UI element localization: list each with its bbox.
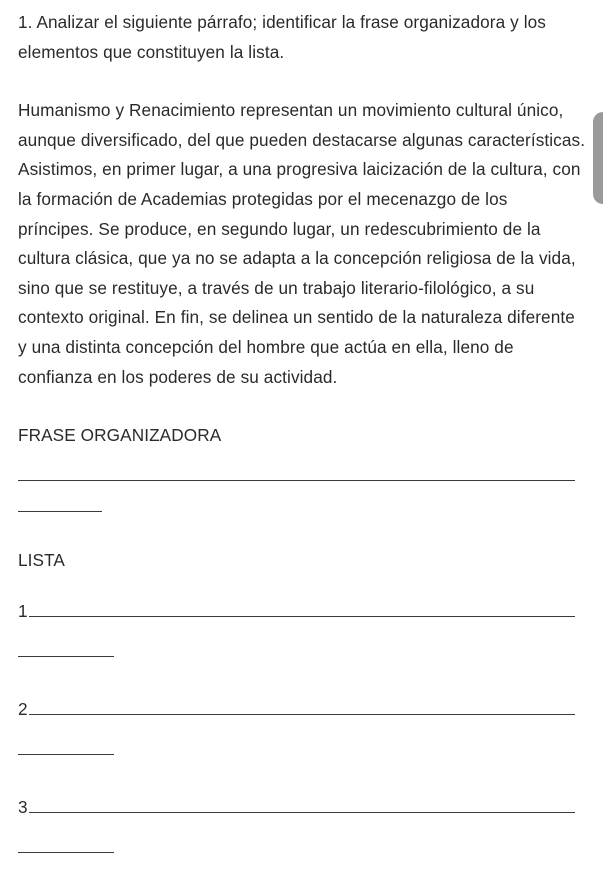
list-item-row: [18, 601, 586, 621]
frase-answer-line-2[interactable]: [18, 510, 102, 512]
answer-line-row: [18, 833, 586, 853]
frase-organizadora-section: [18, 421, 586, 512]
lista-section: [18, 546, 586, 854]
list-answer-line-2a[interactable]: [29, 713, 575, 715]
frase-organizadora-label: FRASE ORGANIZADORA: [18, 425, 222, 446]
list-item-row: [18, 797, 586, 817]
list-answer-line-2b[interactable]: [18, 753, 114, 755]
instruction-text: 1. Analizar el siguiente párrafo; identificar la frase organizadora y los elementos que constituyen la lista.: [18, 12, 546, 62]
list-answer-line-1b[interactable]: [18, 655, 114, 657]
list-item-row: [18, 699, 586, 719]
list-item-number: 3: [18, 797, 28, 818]
list-answer-line-3a[interactable]: [29, 811, 575, 813]
list-item: [18, 699, 586, 755]
lista-label: LISTA: [18, 549, 65, 570]
reading-paragraph: Humanismo y Renacimiento representan un movimiento cultural único, aunque diversificado, del que pueden destacarse algunas características. Asistimos, en primer lugar, a una progresiva laicización de la cultura, con la formación de Academias protegidas por el mecenazgo de los príncipes. Se produce, en segundo lugar, un redescubrimiento de la cultura clásica, que ya no se adapta a la concepción religiosa de la vida, sino que se restituye, a través de un trabajo literario-filológico, a su contexto original. En fin, se delinea un sentido de la naturaleza diferente y una distinta concepción del hombre que actúa en ella, lleno de confianza en los poderes de su actividad.: [18, 100, 586, 387]
list-item-number: 1: [18, 601, 28, 622]
answer-line-row: [18, 637, 586, 657]
list-item: [18, 601, 586, 657]
frase-answer-line-1[interactable]: [18, 479, 575, 481]
list-answer-line-3b[interactable]: [18, 851, 114, 853]
answer-line-row: [18, 735, 586, 755]
answer-line-row: [18, 461, 586, 481]
scroll-tab[interactable]: [593, 112, 603, 204]
list-answer-line-1a[interactable]: [29, 615, 575, 617]
list-item: [18, 797, 586, 853]
worksheet: [18, 8, 586, 853]
answer-line-row: [18, 492, 586, 512]
list-item-number: 2: [18, 699, 28, 720]
